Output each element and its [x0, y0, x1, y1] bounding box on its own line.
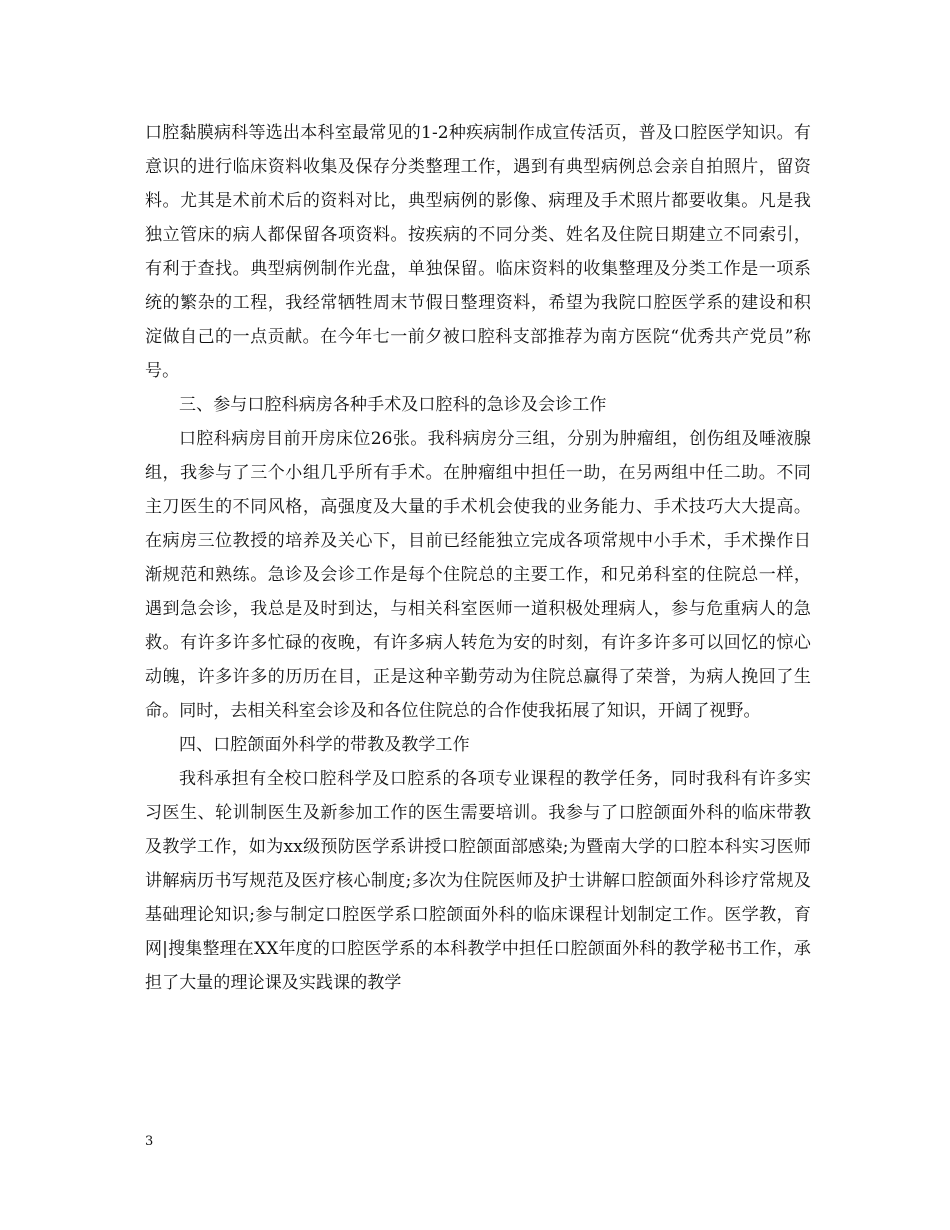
paragraph-teaching: 我科承担有全校口腔科学及口腔系的各项专业课程的教学任务，同时我科有许多实习医生、轮训制医生及新参加工作的医生需要培训。我参与了口腔颌面外科的临床带教及教学工作，如为xx级预防医学系讲授口腔颌面部感染;为暨南大学的口腔本科实习医师讲解病历书写规范及医疗核心制度;多次为住院医师及护士讲解口腔颌面外科诊疗常规及基础理论知识;参与制定口腔医学系口腔颌面外科的临床课程计划制定工作。医学教，育网|搜集整理在XX年度的口腔医学系的本科教学中担任口腔颌面外科的教学秘书工作，承担了大量的理论课及实践课的教学 — [145, 769, 811, 993]
section-heading-4: 四、口腔颌面外科学的带教及教学工作 — [179, 735, 470, 755]
page-number: 3 — [145, 1134, 154, 1149]
body-text — [145, 116, 811, 1000]
paragraph-ward-surgery: 口腔科病房目前开房床位26张。我科病房分三组，分别为肿瘤组，创伤组及唾液腺组，我参与了三个小组几乎所有手术。在肿瘤组中担任一助，在另两组中任二助。不同主刀医生的不同风格，高强度及大量的手术机会使我的业务能力、手术技巧大大提高。在病房三位教授的培养及关心下，目前已经能独立完成各项常规中小手术，手术操作日渐规范和熟练。急诊及会诊工作是每个住院总的主要工作，和兄弟科室的住院总一样，遇到急会诊，我总是及时到达，与相关科室医师一道积极处理病人，参与危重病人的急救。有许多许多忙碌的夜晚，有许多病人转危为安的时刻，有许多许多可以回忆的惊心动魄，许多许多的历历在目，正是这种辛勤劳动为住院总赢得了荣誉，为病人挽回了生命。同时，去相关科室会诊及和各位住院总的合作使我拓展了知识，开阔了视野。 — [145, 429, 811, 721]
paragraph-continuation: 口腔黏膜病科等选出本科室最常见的1-2种疾病制作成宣传活页，普及口腔医学知识。有意识的进行临床资料收集及保存分类整理工作，遇到有典型病例总会亲自拍照片，留资料。尤其是术前术后的资料对比，典型病例的影像、病理及手术照片都要收集。凡是我独立管床的病人都保留各项资料。按疾病的不同分类、姓名及住院日期建立不同索引，有利于查找。典型病例制作光盘，单独保留。临床资料的收集整理及分类工作是一项系统的繁杂的工程，我经常牺牲周末节假日整理资料，希望为我院口腔医学系的建设和积淀做自己的一点贡献。在今年七一前夕被口腔科支部推荐为南方医院“优秀共产党员”称号。 — [145, 123, 811, 381]
section-heading-3: 三、参与口腔科病房各种手术及口腔科的急诊及会诊工作 — [179, 395, 607, 415]
